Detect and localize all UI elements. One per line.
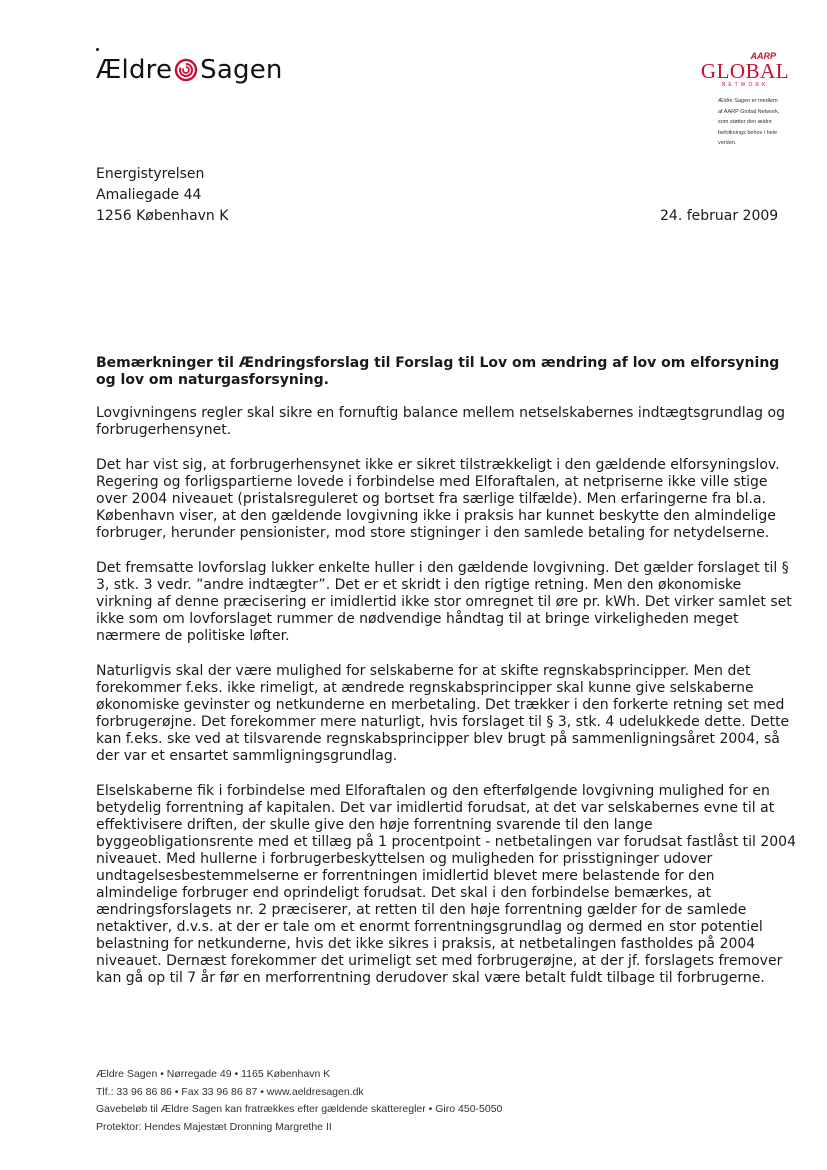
- aarp-note-line: som støtter den ældre: [718, 119, 772, 125]
- recipient-name: Energistyrelsen: [96, 166, 205, 182]
- recipient-address: [96, 164, 228, 227]
- letter-body: [96, 405, 796, 1005]
- aarp-note-line: befolknings behov i hele: [718, 129, 778, 136]
- letter-footer: [96, 1066, 502, 1136]
- footer-donation: Gavebeløb til Ældre Sagen kan fratrækkes efter gældende skatteregler • Giro 450-5050: [96, 1103, 503, 1115]
- recipient-city: 1256 København K: [96, 208, 229, 224]
- footer-patron: Protektor: Hendes Majestæt Dronning Margrethe II: [96, 1120, 332, 1133]
- aarp-label: AARP: [750, 51, 776, 61]
- recipient-street: Amaliegade 44: [96, 187, 202, 203]
- letter-date: 24. februar 2009: [660, 208, 779, 224]
- body-paragraph: Det fremsatte lovforslag lukker enkelte huller i den gældende lovgivning. Det gælder forslaget til § 3, stk. 3 vedr. ”andre indtægter”. Det er et skridt i den rigtige retning. Men den økonomiske virkning af denne præcisering er imidlertid ikke stor omregnet til øre pr. kWh. Det virker samlet set ikke som om lovforslaget rummer de nødvendige håndtag til at bringe virkeligheden meget nærmere de politiske løfter.: [96, 560, 792, 644]
- letter-title: Bemærkninger til Ændringsforslag til Forslag til Lov om ændring af lov om elforsyning og lov om naturgasforsyning.: [96, 355, 780, 388]
- body-paragraph: Det har vist sig, at forbrugerhensynet ikke er sikret tilstrækkeligt i den gældende elforsyningslov. Regering og forligspartierne lovede i forbindelse med Elforaftalen, at netpriserne ikke ville stige over 2004 niveauet (pristalsreguleret og bortset fra særlige tilfælde). Men erfaringerne fra bl.a. København viser, at den gældende lovgivning ikke i praksis har kunnet beskytte den almindelige forbruger, herunder pensionister, mod store stigninger i den samlede betaling for netydelserne.: [96, 457, 780, 541]
- footer-address: Ældre Sagen • Nørregade 49 • 1165 København K: [96, 1068, 331, 1080]
- footer-contact: Tlf.: 33 96 86 86 • Fax 33 96 86 87 • www.aeldresagen.dk: [96, 1085, 364, 1098]
- global-label: GLOBAL: [700, 59, 790, 83]
- aarp-membership-note: [718, 96, 798, 149]
- logo-word-right: Sagen: [200, 55, 283, 85]
- aarp-note-line: af AARP Global Network,: [718, 108, 780, 115]
- aarp-note-line: verden.: [718, 140, 737, 146]
- network-label: NETWORK: [721, 82, 769, 88]
- aarp-global-network-logo: [700, 52, 790, 89]
- body-paragraph: Elselskaberne fik i forbindelse med Elforaftalen og den efterfølgende lovgivning mulighed for en betydelig forrentning af kapitalen. Det var imidlertid forudsat, at det var selskabernes evne til at effektivisere driften, der skulle give den høje forrentning svarende til den lange byggeobligationsrente med et tillæg på 1 procentpoint - netbetalingen var forudsat fastlåst til 2004 niveauet. Med hullerne i forbrugerbeskyttelsen og muligheden for prisstigninger udover undtagelsesbestemmelserne er forrentningen imidlertid blevet mere belastende for den almindelige forbruger end oprindeligt forudsat. Det skal i den forbindelse bemærkes, at ændringsforslagets nr. 2 præciserer, at retten til den høje forrentning gælder for de samlede netaktiver, d.v.s. at der er tale om et enormt forrentningsgrundlag og dermed en stor potentiel belastning for netkunderne, hvis det ikke sikres i praksis, at netbetalingen fastholdes på 2004 niveauet. Dernæst forekommer det urimeligt set med forbrugerøjne, at der jf. forslagets fremover kan gå op til 7 år før en merforrentning derudover skal være betalt fuldt tilbage til forbrugerne.: [96, 783, 796, 986]
- body-paragraph: Lovgivningens regler skal sikre en fornuftig balance mellem netselskabernes indtægtsgrundlag og forbrugerhensynet.: [96, 405, 785, 438]
- logo-word-left: Ældre: [96, 55, 173, 85]
- aarp-note-line: Ældre Sagen er medlem: [718, 98, 778, 104]
- aeldre-sagen-logo: [96, 55, 283, 85]
- swirl-icon: [174, 58, 198, 82]
- body-paragraph: Naturligvis skal der være mulighed for selskaberne for at skifte regnskabsprincipper. Men det forekommer f.eks. ikke rimeligt, at ændrede regnskabsprincipper skal kunne give selskaberne økonomiske gevinster og netkunderne en merbetaling. Det trækker i den forkerte retning set med forbrugerøjne. Det forekommer mere naturligt, hvis forslaget til § 3, stk. 4 udelukkede dette. Dette kan f.eks. ske ved at tilsvarende regnskabsprincipper blev brugt på sammenligningsåret 2004, så der var et ensartet sammligningsgrundlag.: [96, 663, 790, 764]
- logo-accent-dot: [96, 48, 99, 51]
